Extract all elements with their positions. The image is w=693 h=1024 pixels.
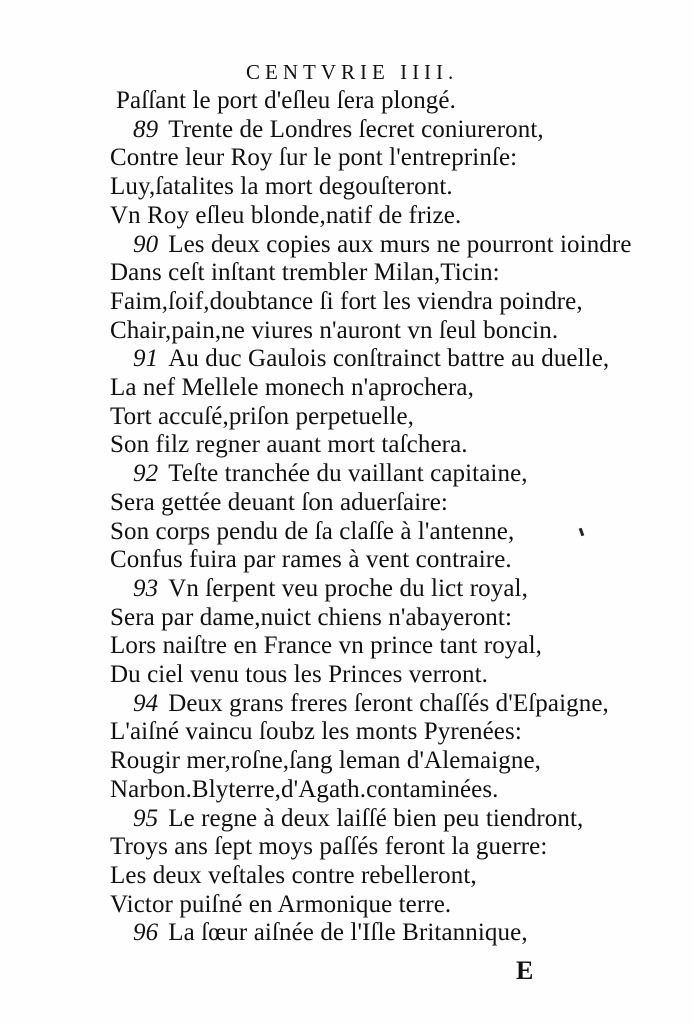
verse-text: Les deux veſtales contre rebelleront,	[110, 861, 477, 889]
verse-text: Tort accuſé,priſon perpetuelle,	[110, 402, 414, 430]
verse-text: Victor puiſné en Armonique terre.	[110, 890, 452, 918]
verse-text: Teſte tranchée du vaillant capitaine,	[168, 460, 528, 488]
verse-line	[110, 631, 542, 661]
quatrain-number: 96	[133, 919, 159, 947]
signature-mark: E	[516, 956, 534, 985]
quatrain-first-line	[133, 344, 609, 374]
quatrain-number: 91	[133, 345, 159, 373]
verse-line	[110, 603, 512, 633]
verse-line	[110, 488, 448, 518]
verse-line	[110, 832, 547, 862]
quatrain-number: 94	[133, 689, 159, 717]
verse-line	[110, 430, 468, 460]
verse-line	[110, 402, 414, 432]
verse-text: La ſœur aiſnée de l'Iſle Britannique,	[168, 919, 528, 947]
verse-text: Lors naiſtre en France vn prince tant royal,	[110, 632, 543, 660]
quatrain-number: 92	[133, 460, 159, 488]
verse-line	[110, 201, 461, 231]
verse-line	[110, 517, 514, 547]
verse-line	[110, 316, 558, 346]
verse-text: Sera gettée deuant ſon aduerſaire:	[110, 488, 448, 516]
verse-text: Narbon.Blyterre,d'Agath.contaminées.	[110, 775, 499, 803]
verse-text: Troys ans ſept moys paſſés feront la guerre:	[110, 833, 548, 861]
verse-text: Son filz regner auant mort taſchera.	[110, 431, 468, 459]
quatrain-first-line	[133, 459, 528, 489]
verse-line	[110, 861, 477, 891]
verse-line	[110, 373, 474, 403]
running-head: CENTVRIE IIII.	[246, 60, 459, 84]
verse-text: Au duc Gaulois conſtrainct battre au duelle,	[168, 345, 610, 373]
verse-line	[110, 775, 499, 805]
verse-line	[110, 545, 512, 575]
verse-text: Rougir mer,roſne,ſang leman d'Alemaigne,	[110, 747, 541, 775]
verse-line	[110, 660, 488, 690]
quatrain-first-line	[133, 918, 528, 948]
verse-text: Luy,ſatalites la mort degouſteront.	[110, 173, 453, 201]
verse-line	[110, 258, 500, 288]
verse-line	[110, 890, 451, 920]
verse-line	[110, 287, 583, 317]
verse-text: L'aiſné vaincu ſoubz les monts Pyrenées:	[110, 718, 522, 746]
verse-text: Le regne à deux laiſſé bien peu tiendront,	[168, 804, 584, 832]
verse-text: Deux grans freres ſeront chaſſés d'Eſpaigne,	[168, 689, 609, 717]
quatrain-number: 90	[133, 230, 159, 258]
verse-text: Sera par dame,nuict chiens n'abayeront:	[110, 603, 512, 631]
verse-text: Du ciel venu tous les Princes verront.	[110, 661, 489, 688]
quatrain-first-line	[133, 804, 583, 834]
verse-line	[110, 172, 453, 202]
verse-text: Les deux copies aux murs ne pourront ioindre	[168, 230, 632, 258]
verse-text: Confus fuira par rames à vent contraire.	[110, 546, 512, 574]
verse-text: Contre leur Roy ſur le pont l'entreprinſe:	[110, 144, 518, 172]
verse-text: Vn Roy eſleu blonde,natif de frize.	[110, 201, 462, 229]
verse-line	[110, 143, 517, 173]
quatrain-first-line	[133, 115, 544, 145]
quatrain-first-line	[133, 574, 528, 604]
quatrain-number: 89	[133, 115, 159, 143]
verse-line	[110, 746, 541, 776]
ink-speck	[579, 528, 585, 537]
verse-text: Paſſant le port d'eſleu ſera plongé.	[116, 87, 456, 114]
quatrain-number: 95	[133, 804, 159, 832]
quatrain-first-line	[133, 230, 632, 260]
verse-text: Vn ſerpent veu proche du lict royal,	[168, 574, 528, 602]
verse-text: Faim,ſoif,doubtance ſi fort les viendra poindre,	[110, 287, 583, 315]
verse-line	[116, 86, 456, 116]
verse-text: Trente de Londres ſecret coniureront,	[168, 115, 544, 143]
verse-text: Dans ceſt inſtant trembler Milan,Ticin:	[110, 259, 500, 287]
quatrain-first-line	[133, 689, 609, 719]
quatrain-number: 93	[133, 574, 159, 602]
verse-text: Son corps pendu de ſa claſſe à l'antenne,	[110, 517, 515, 545]
verse-text: Chair,pain,ne viures n'auront vn ſeul boncin.	[110, 316, 559, 344]
verse-text: La nef Mellele monech n'aprochera,	[110, 374, 474, 401]
verse-line	[110, 717, 522, 747]
